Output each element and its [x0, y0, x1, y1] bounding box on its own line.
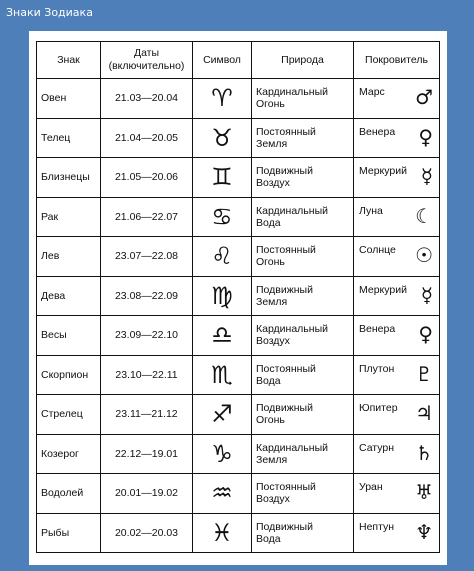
sign-dates: 23.07—22.08 [101, 237, 193, 277]
sign-nature [252, 316, 354, 356]
nature-quality: Кардинальный [256, 441, 328, 454]
ruler-name: Плутон [359, 362, 395, 375]
ruler-name: Меркурий [359, 283, 407, 296]
sign-dates: 21.04—20.05 [101, 118, 193, 158]
sign-dates: 23.08—22.09 [101, 276, 193, 316]
ruler-name: Венера [359, 323, 396, 335]
sign-dates: 23.09—22.10 [101, 316, 193, 356]
header-dates-line2: (включительно) [108, 60, 185, 72]
nature-element: Воздух [256, 493, 290, 506]
sign-ruler [354, 197, 440, 237]
sign-ruler [354, 513, 440, 553]
sign-nature [252, 197, 354, 237]
nature-element: Вода [256, 216, 281, 229]
nature-element: Огонь [256, 98, 285, 111]
sign-ruler [354, 434, 440, 474]
moon-icon: ☾ [415, 203, 433, 228]
sign-nature [252, 158, 354, 198]
sign-dates: 20.02—20.03 [101, 513, 193, 553]
page-title: Знаки Зодиака [6, 6, 93, 19]
capricorn-icon: ♑ [193, 434, 252, 474]
scorpio-icon: ♏ [193, 355, 252, 395]
table-row [37, 276, 440, 316]
nature-element: Огонь [256, 414, 285, 427]
nature-element: Воздух [256, 335, 290, 348]
virgo-icon: ♍ [193, 276, 252, 316]
pluto-icon: ♇ [415, 361, 433, 386]
nature-quality: Подвижный [256, 165, 313, 178]
libra-icon: ♎ [193, 316, 252, 356]
header-dates-line1: Даты [133, 47, 160, 59]
sign-name: Весы [37, 316, 101, 356]
sign-ruler [354, 395, 440, 435]
aquarius-icon: ♒ [193, 474, 252, 514]
sagittarius-icon: ♐ [193, 395, 252, 435]
sign-dates: 21.06—22.07 [101, 197, 193, 237]
nature-quality: Кардинальный [256, 86, 328, 99]
sign-ruler [354, 237, 440, 277]
sign-nature [252, 474, 354, 514]
sun-icon: ☉ [415, 243, 433, 267]
header-symbol: Символ [193, 42, 252, 79]
uranus-icon: ♅ [415, 480, 433, 504]
sign-dates: 23.11—21.12 [101, 395, 193, 435]
sign-nature [252, 237, 354, 277]
sign-nature [252, 395, 354, 435]
table-row [37, 474, 440, 514]
leo-icon: ♌ [193, 237, 252, 277]
nature-quality: Подвижный [256, 283, 313, 296]
pisces-icon: ♓ [193, 513, 252, 553]
ruler-name: Венера [359, 125, 396, 138]
table-row [37, 197, 440, 237]
mars-icon: ♂ [415, 85, 433, 109]
nature-element: Земля [256, 453, 288, 466]
ruler-name: Сатурн [359, 441, 395, 454]
venus-icon: ♀ [418, 322, 433, 346]
gemini-icon: ♊ [193, 158, 252, 198]
nature-element: Земля [256, 295, 288, 308]
nature-element: Вода [256, 532, 281, 545]
sign-name: Телец [37, 118, 101, 158]
table-row [37, 434, 440, 474]
zodiac-table-image [29, 31, 447, 565]
nature-quality: Постоянный [256, 244, 316, 257]
sign-nature [252, 79, 354, 119]
table-row [37, 513, 440, 553]
sign-name: Лев [37, 237, 101, 277]
nature-quality: Кардинальный [256, 204, 328, 217]
nature-element: Земля [256, 137, 288, 150]
sign-name: Овен [37, 79, 101, 119]
nature-quality: Подвижный [256, 520, 313, 533]
zodiac-table [36, 41, 440, 553]
taurus-icon: ♉ [193, 118, 252, 158]
mercury-icon: ☿ [420, 282, 433, 307]
table-row [37, 237, 440, 277]
sign-name: Рак [37, 197, 101, 237]
nature-element: Воздух [256, 177, 290, 190]
ruler-name: Меркурий [359, 165, 407, 177]
sign-dates: 22.12—19.01 [101, 434, 193, 474]
table-row [37, 158, 440, 198]
header-ruler: Покровитель [354, 42, 440, 79]
sign-name: Скорпион [37, 355, 101, 395]
sign-ruler [354, 276, 440, 316]
aries-icon: ♈ [193, 79, 252, 119]
table-header-row [37, 42, 440, 79]
header-dates [101, 42, 193, 79]
nature-quality: Постоянный [256, 362, 316, 375]
table-row [37, 395, 440, 435]
cancer-icon: ♋ [193, 197, 252, 237]
sign-ruler [354, 79, 440, 119]
nature-quality: Постоянный [256, 481, 316, 494]
nature-element: Огонь [256, 256, 285, 269]
nature-element: Вода [256, 374, 281, 387]
sign-nature [252, 355, 354, 395]
ruler-name: Луна [359, 204, 383, 217]
sign-nature [252, 434, 354, 474]
sign-ruler [354, 474, 440, 514]
venus-icon: ♀ [418, 124, 433, 149]
sign-ruler [354, 118, 440, 158]
sign-nature [252, 513, 354, 553]
sign-name: Дева [37, 276, 101, 316]
nature-quality: Постоянный [256, 125, 316, 138]
sign-ruler [354, 158, 440, 198]
neptune-icon: ♆ [415, 519, 433, 544]
ruler-name: Уран [359, 481, 383, 493]
sign-name: Близнецы [37, 158, 101, 198]
sign-name: Козерог [37, 434, 101, 474]
nature-quality: Кардинальный [256, 323, 328, 336]
sign-dates: 21.05—20.06 [101, 158, 193, 198]
sign-name: Водолей [37, 474, 101, 514]
table-row [37, 118, 440, 158]
saturn-icon: ♄ [415, 440, 433, 465]
sign-dates: 23.10—22.11 [101, 355, 193, 395]
ruler-name: Солнце [359, 244, 396, 256]
header-sign: Знак [37, 42, 101, 79]
table-row [37, 79, 440, 119]
sign-nature [252, 276, 354, 316]
sign-ruler [354, 355, 440, 395]
table-row [37, 316, 440, 356]
ruler-name: Нептун [359, 520, 395, 533]
nature-quality: Подвижный [256, 402, 313, 415]
sign-name: Стрелец [37, 395, 101, 435]
ruler-name: Марс [359, 86, 385, 98]
jupiter-icon: ♃ [415, 401, 433, 425]
table-row [37, 355, 440, 395]
sign-name: Рыбы [37, 513, 101, 553]
ruler-name: Юпитер [359, 402, 398, 414]
mercury-icon: ☿ [420, 164, 433, 188]
sign-dates: 20.01—19.02 [101, 474, 193, 514]
sign-dates: 21.03—20.04 [101, 79, 193, 119]
header-nature: Природа [252, 42, 354, 79]
sign-nature [252, 118, 354, 158]
sign-ruler [354, 316, 440, 356]
